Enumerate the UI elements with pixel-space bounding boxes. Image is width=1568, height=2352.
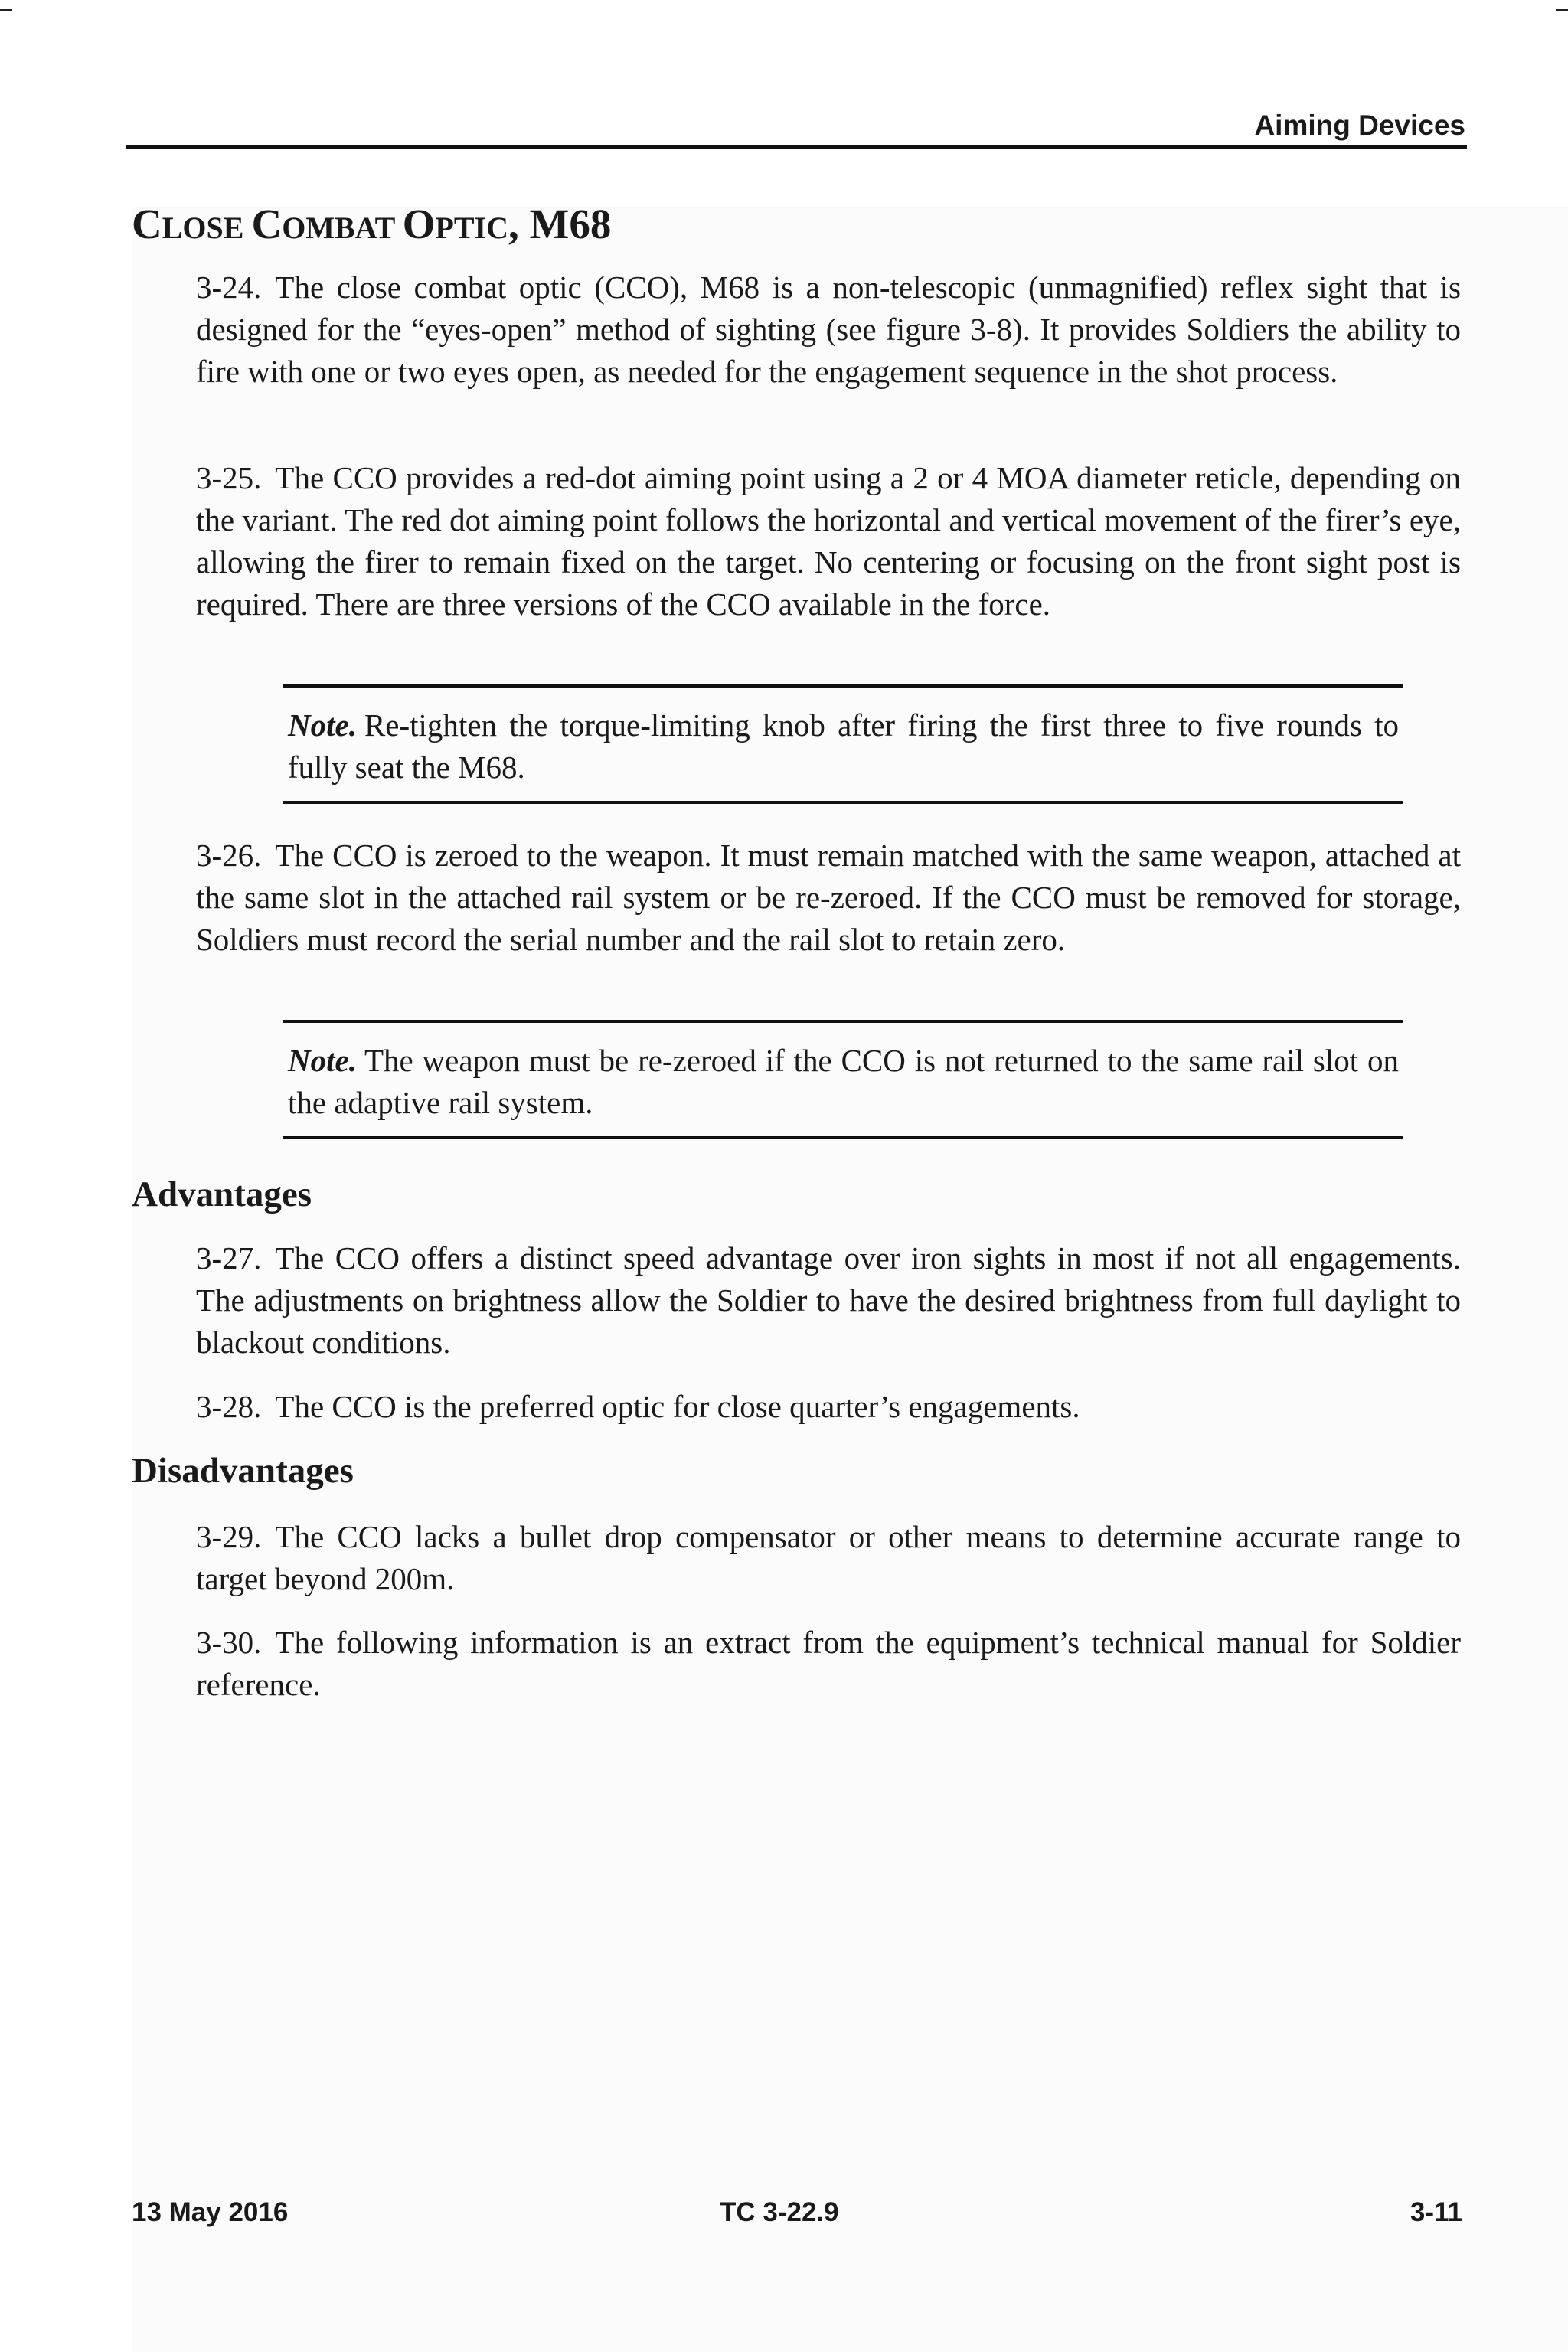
paragraph-text: The following information is an extract from the equipment’s technical manual for Soldier reference. — [196, 1625, 1461, 1702]
footer-page-number: 3-11 — [1410, 2197, 1462, 2227]
title-smallcaps: PTIC — [435, 211, 508, 245]
paragraph-number: 3-28. — [196, 1389, 262, 1424]
crop-mark-right — [1556, 9, 1568, 11]
paragraph-text: The CCO is the preferred optic for close quarter’s engagements. — [275, 1389, 1080, 1424]
paragraph-text: The CCO lacks a bullet drop compensator or other means to determine accurate range to target beyond 200m. — [196, 1519, 1461, 1596]
paragraph-3-29 — [196, 1516, 1461, 1600]
title-smallcaps: LOSE — [162, 211, 252, 245]
note-rule-bottom — [283, 801, 1403, 804]
title-initial: C — [251, 201, 283, 247]
note-body: Re-tighten the torque-limiting knob after firing the first three to five rounds to fully seat the M68. — [288, 707, 1399, 785]
paragraph-3-27 — [196, 1237, 1461, 1364]
paragraph-text: The CCO offers a distinct speed advantage over iron sights in most if not all engagements. The adjustments on brightness allow the Soldier to have the desired brightness from full daylight to blackout conditions. — [196, 1240, 1461, 1360]
crop-mark-left — [0, 9, 12, 11]
paragraph-3-26 — [196, 835, 1461, 961]
title-initial: O — [402, 201, 436, 247]
paragraph-3-28 — [196, 1386, 1461, 1428]
note-rule-bottom — [283, 1136, 1403, 1139]
title-initial: C — [132, 201, 162, 247]
paragraph-3-30 — [196, 1622, 1461, 1706]
paragraph-number: 3-30. — [196, 1625, 262, 1660]
paragraph-3-24 — [196, 266, 1461, 393]
header-rule — [126, 145, 1467, 149]
note-box — [283, 1020, 1403, 1139]
note-label: Note. — [288, 1043, 357, 1078]
paragraph-number: 3-26. — [196, 838, 262, 873]
paragraph-text: The close combat optic (CCO), M68 is a non-telescopic (unmagnified) reflex sight that is designed for the “eyes-open” method of sighting (see figure 3-8). It provides Soldiers the ability to fire with one or two eyes open, as needed for the engagement sequence in the shot process. — [196, 270, 1461, 389]
title-smallcaps: OMBAT — [282, 211, 403, 245]
footer-publication: TC 3-22.9 — [720, 2197, 839, 2227]
subhead-disadvantages: Disadvantages — [132, 1451, 354, 1491]
note-text — [283, 688, 1403, 801]
note-body: The weapon must be re-zeroed if the CCO is not returned to the same rail slot on the adaptive rail system. — [288, 1043, 1399, 1120]
paragraph-number: 3-29. — [196, 1519, 262, 1554]
paragraph-number: 3-25. — [196, 460, 262, 495]
subhead-advantages: Advantages — [132, 1174, 312, 1214]
note-box — [283, 684, 1403, 804]
paragraph-number: 3-27. — [196, 1240, 262, 1276]
note-text — [283, 1023, 1403, 1136]
paragraph-3-25 — [196, 457, 1461, 626]
running-header: Aiming Devices — [1254, 109, 1465, 141]
footer-date: 13 May 2016 — [132, 2197, 289, 2227]
note-label: Note. — [288, 707, 357, 743]
section-title — [132, 198, 611, 255]
title-suffix: , M68 — [508, 201, 612, 247]
paragraph-number: 3-24. — [196, 270, 262, 305]
paragraph-text: The CCO provides a red-dot aiming point using a 2 or 4 MOA diameter reticle, depending on the variant. The red dot aiming point follows the horizontal and vertical movement of the firer’s eye, allowing the firer to remain fixed on the target. No centering or focusing on the front sight post is required. There are three versions of the CCO available in the force. — [196, 460, 1461, 622]
paragraph-text: The CCO is zeroed to the weapon. It must remain matched with the same weapon, attached at the same slot in the attached rail system or be re-zeroed. If the CCO must be removed for storage, Soldiers must record the serial number and the rail slot to retain zero. — [196, 838, 1461, 957]
